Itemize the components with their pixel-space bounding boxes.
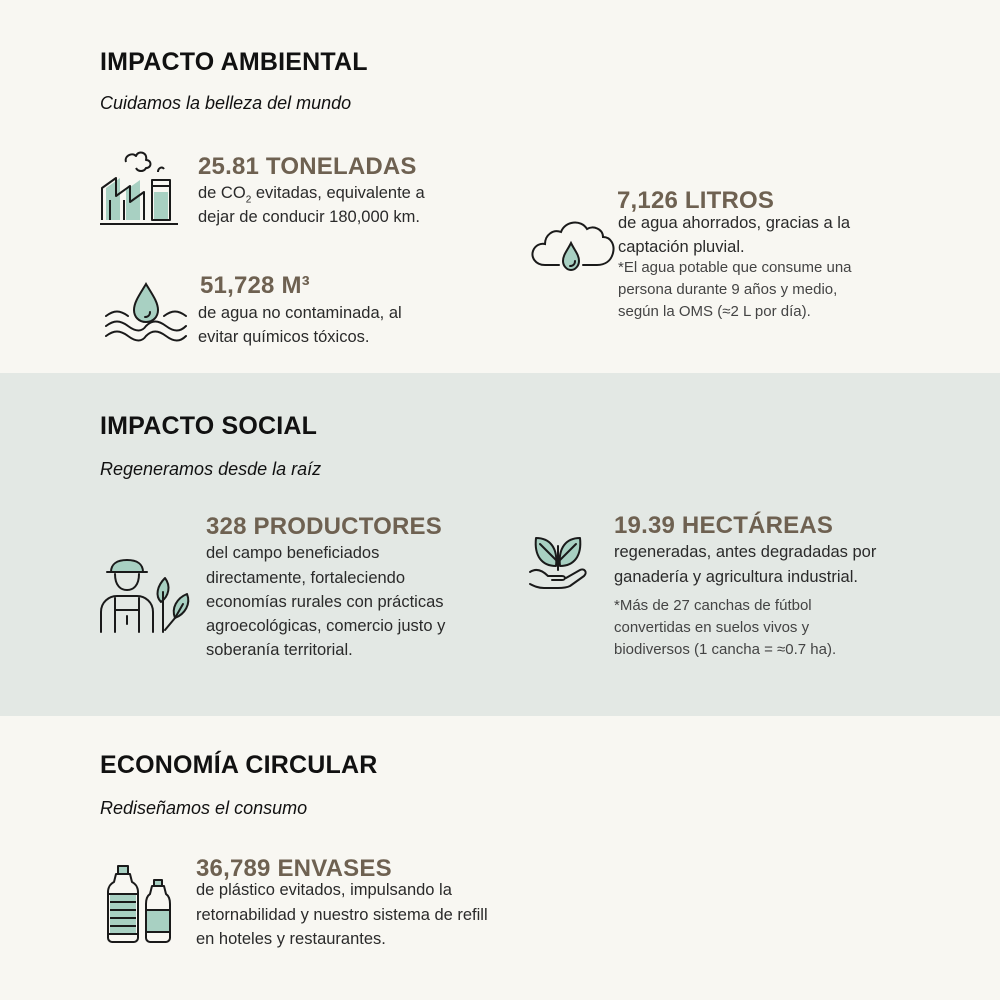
co2-stat: 25.81 TONELADAS [198, 153, 417, 180]
section-title: IMPACTO SOCIAL [100, 412, 318, 440]
rain-cloud-icon [529, 215, 615, 277]
section-title: ECONOMÍA CIRCULAR [100, 751, 378, 779]
water-saved-note-line1: *El agua potable que consume una [618, 259, 852, 276]
water-saved-note-line2: persona durante 9 años y medio, [618, 281, 838, 298]
hectares-description-line2: ganadería y agricultura industrial. [614, 568, 858, 586]
producers-description-line1: del campo beneficiados [206, 544, 380, 562]
containers-stat: 36,789 ENVASES [196, 855, 392, 882]
water-saved-description-line1: de agua ahorrados, gracias a la [618, 214, 851, 232]
containers-description-line1: de plástico evitados, impulsando la [196, 881, 452, 899]
hectares-note-line3: biodiversos (1 cancha = ≈0.7 ha). [614, 641, 837, 658]
hectares-note-line1: *Más de 27 canchas de fútbol [614, 597, 812, 614]
hectares-description-line1: regeneradas, antes degradadas por [614, 543, 877, 561]
water-saved-stat: 7,126 LITROS [617, 187, 775, 214]
circular-economy-section [0, 716, 1000, 1000]
containers-description-line3: en hoteles y restaurantes. [196, 930, 386, 948]
water-clean-stat: 51,728 M³ [200, 272, 310, 299]
producers-stat: 328 PRODUCTORES [206, 513, 442, 540]
producers-description-line5: soberanía territorial. [206, 641, 353, 659]
hectares-note-line2: convertidas en suelos vivos y [614, 619, 810, 636]
environmental-section [0, 0, 1000, 373]
water-clean-description-line1: de agua no contaminada, al [198, 304, 402, 322]
section-subtitle: Regeneramos desde la raíz [100, 459, 322, 479]
water-saved-note-line3: según la OMS (≈2 L por día). [618, 303, 811, 320]
hectares-stat: 19.39 HECTÁREAS [614, 512, 834, 539]
water-drop-waves-icon [104, 280, 188, 344]
co2-description: de $CO_2$ evitadas, equivalente a [198, 184, 425, 206]
water-saved-description-line2: captación pluvial. [618, 238, 745, 256]
hand-sprout-icon [528, 530, 592, 594]
social-section [0, 373, 1000, 716]
producers-description-line3: economías rurales con prácticas [206, 593, 444, 611]
co2-description-line2: dejar de conducir 180,000 km. [198, 208, 420, 226]
section-subtitle: Cuidamos la belleza del mundo [100, 93, 352, 113]
producers-description-line2: directamente, fortaleciendo [206, 569, 406, 587]
factory-icon [100, 150, 180, 228]
producers-description-line4: agroecológicas, comercio justo y [206, 617, 446, 635]
section-subtitle: Rediseñamos el consumo [100, 798, 308, 818]
farmer-icon [99, 558, 195, 636]
water-clean-description-line2: evitar químicos tóxicos. [198, 328, 370, 346]
containers-description-line2: retornabilidad y nuestro sistema de refill [196, 906, 488, 924]
bottles-icon [106, 864, 174, 944]
section-title: IMPACTO AMBIENTAL [100, 48, 368, 76]
